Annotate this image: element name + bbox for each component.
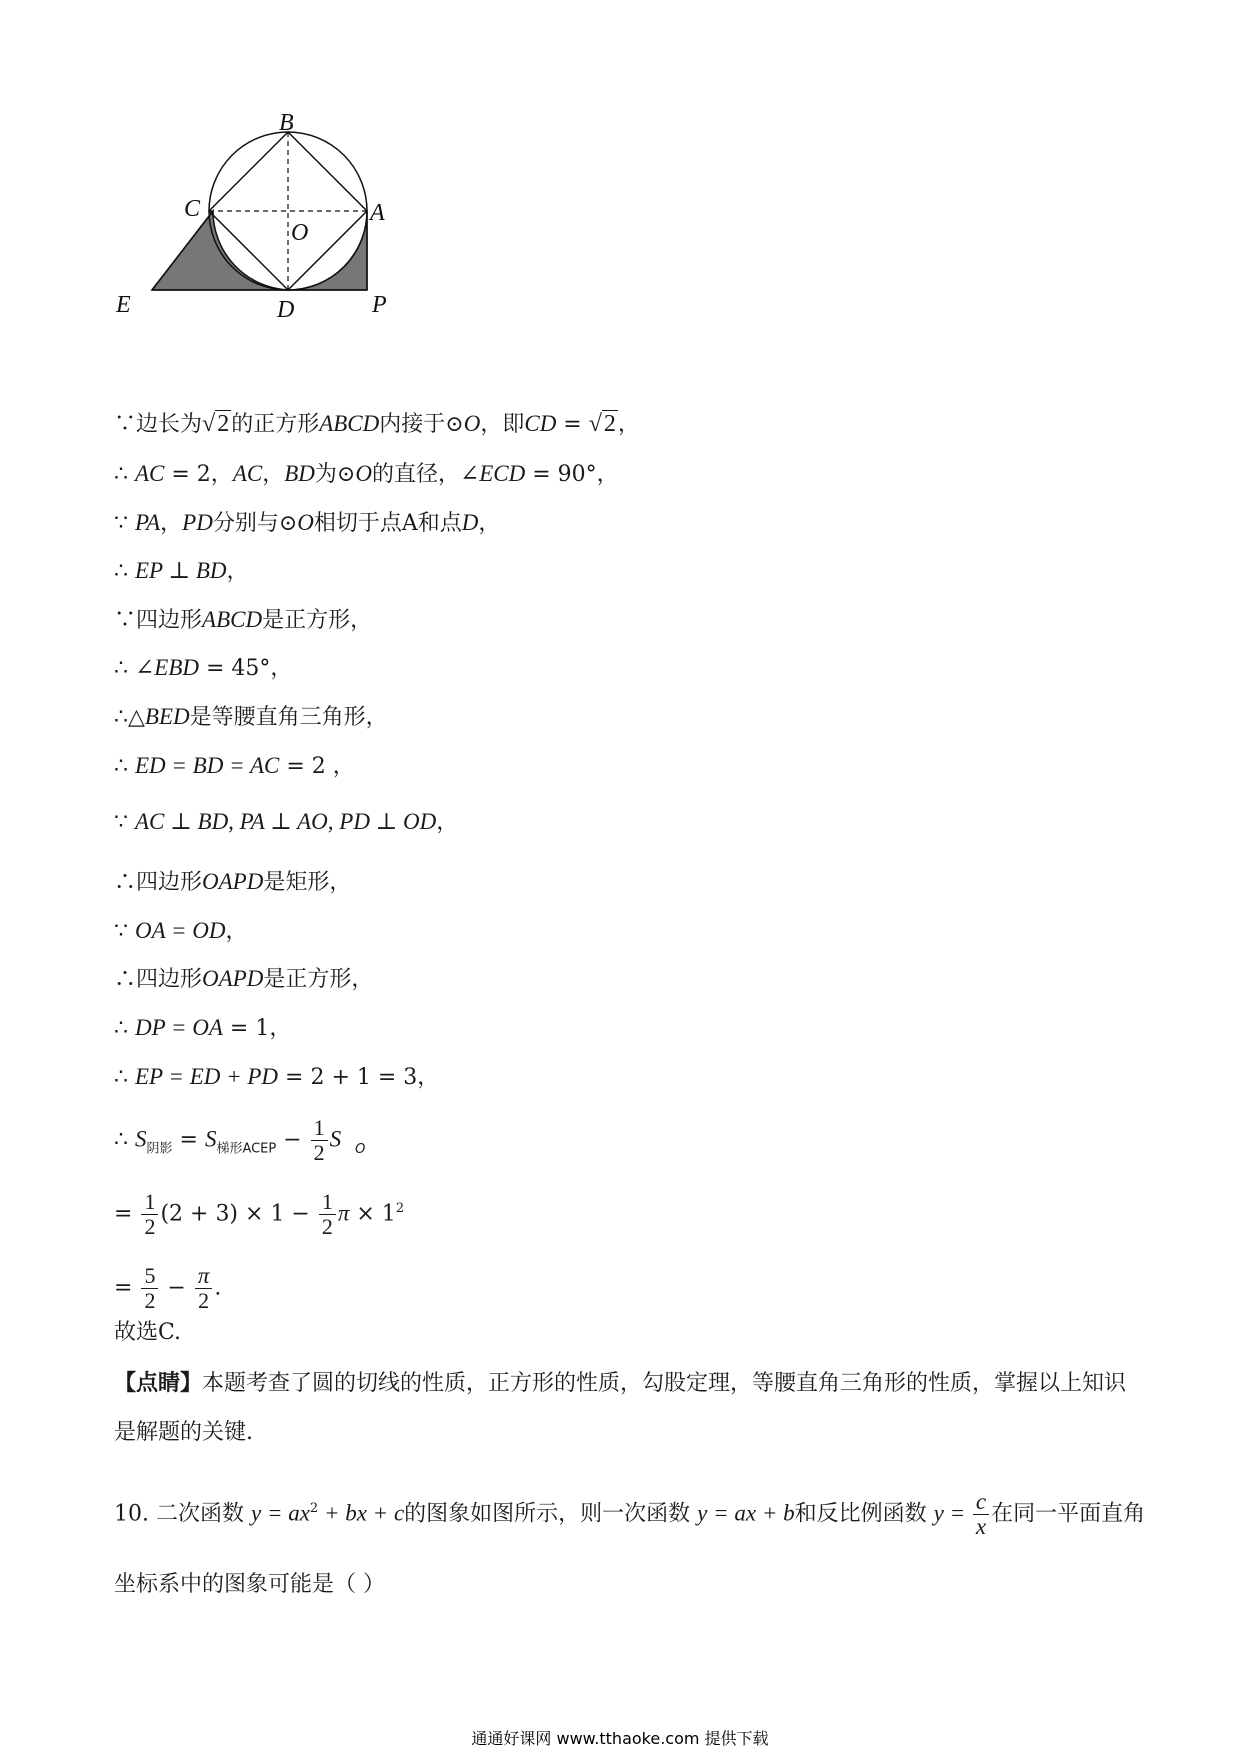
solution-line-8: ∴ ED = BD = AC = 2 ， — [114, 753, 355, 779]
comment-line-1: 【点睛】本题考查了圆的切线的性质，正方形的性质，勾股定理，等腰直角三角形的性质，掌握以上知识 — [114, 1370, 1127, 1396]
solution-line-6: ∴ ∠EBD = 45°， — [114, 655, 293, 681]
solution-line-7: ∴△BED是等腰直角三角形， — [114, 704, 388, 730]
label-o: O — [291, 220, 309, 246]
solution-line-16: = $\frac{1}{2}$ (2 + 3) × 1 − $\frac{1}{2}$ $\pi \times 1^2$ — [114, 1189, 405, 1239]
solution-line-14: ∴ EP = ED + PD = 2 + 1 = 3， — [114, 1064, 440, 1090]
label-a: A — [370, 200, 385, 226]
solution-line-3: ∵ PA，PD分别与⊙O相切于点A和点D， — [114, 510, 501, 536]
label-e: E — [116, 292, 131, 318]
answer-line: 故选C. — [114, 1320, 182, 1345]
question-10-line-2: 坐标系中的图象可能是（ ） — [114, 1572, 385, 1597]
solution-line-9: ∵ AC ⊥ BD, PA ⊥ AO, PD ⊥ OD， — [114, 809, 459, 835]
solution-line-12: ∴四边形OAPD是正方形， — [114, 966, 374, 992]
solution-line-2: ∴ AC = 2，AC，BD为⊙O的直径，∠ECD = 90°， — [114, 461, 619, 487]
question-10-line-1: 10. 二次函数 $y = ax^2$ + bx + c的图象如图所示，则一次函数 y = ax + b和反比例函数 y = $\frac{c}{x}$ 在同一平面直角 — [114, 1489, 1146, 1539]
solution-line-15: ∴ $S_{阴影} = S_{梯形ACEP}$ − $\frac{1}{2}$ S $_O$ — [114, 1115, 366, 1165]
label-c: C — [184, 196, 201, 222]
solution-line-13: ∴ DP = OA = 1， — [114, 1015, 292, 1041]
page-footer: 通通好课网 www.tthaoke.com 提供下载 — [471, 1729, 769, 1748]
geometry-figure — [116, 110, 458, 366]
label-p: P — [372, 292, 387, 318]
label-d: D — [277, 297, 295, 323]
solution-line-4: ∴ EP ⊥ BD， — [114, 558, 249, 584]
solution-line-17: = $\frac{5}{2}$ − $\frac{\pi}{2}$ . — [114, 1263, 222, 1313]
label-b: B — [279, 110, 294, 136]
solution-line-5: ∵四边形ABCD是正方形， — [114, 607, 373, 633]
solution-line-10: ∴四边形OAPD是矩形， — [114, 869, 352, 895]
solution-line-1: ∵边长为√2的正方形ABCD内接于⊙O，即CD = √2， — [114, 411, 640, 437]
solution-line-11: ∵ OA = OD， — [114, 918, 248, 944]
comment-line-2: 是解题的关键. — [114, 1420, 253, 1445]
